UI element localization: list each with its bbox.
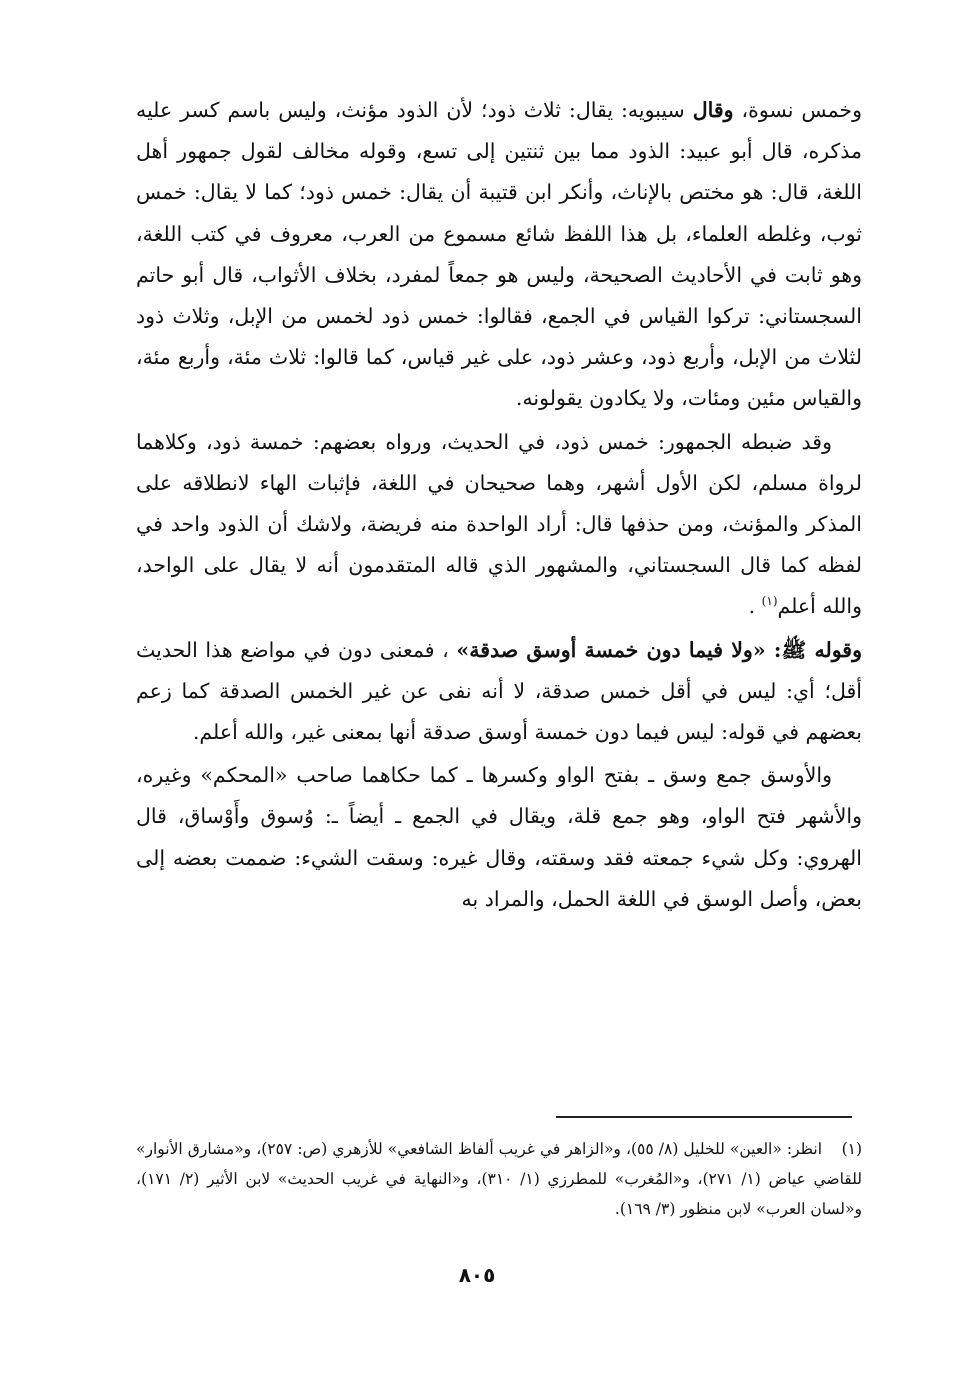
paragraph-4: [136, 755, 862, 920]
p2-seg-0: وقد ضبطه الجمهور: خمس ذود، في الحديث، ورواه بعضهم: خمسة ذود، وكلاهما لرواة مسلم، لكن الأول أشهر، وهما صحيحان في اللغة، فإثبات الهاء لانطلاقه على المذكر والمؤنث، ومن حذفها قال: أراد الواحدة منه فريضة، ولاشك أن الذود واحد في لفظه كما قال السجستاني، والمشهور الذي قاله المتقدمون أنه لا يقال على الواحد، والله أعلم: [136, 429, 862, 619]
footnote-number: (١): [841, 1140, 863, 1158]
p4-seg-0: والأوسق جمع وسق ـ بفتح الواو وكسرها ـ كما حكاهما صاحب «المحكم» وغيره، والأشهر فتح الواو، وهو جمع قلة، ويقال في الجمع ـ أيضاً ـ: وُسوق وأَوْساق، قال الهروي: وكل شيء جمعته فقد وسقته، وقال غيره: وسقت الشيء: ضممت بعضه إلى بعض، وأصل الوسق في اللغة الحمل، والمراد به: [136, 763, 862, 911]
p2-tail: .: [748, 594, 756, 619]
p1-seg-2: سيبويه: يقال: ثلاث ذود؛ لأن الذود مؤنث، وليس باسم كسر عليه مذكره، قال أبو عبيد: الذود مما بين ثنتين إلى تسع، وقوله مخالف لقول جمهور أهل اللغة، قال: هو مختص بالإناث، وأنكر ابن قتيبة أن يقال: خمس ذود؛ كما لا يقال: خمس ثوب، وغلطه العلماء، بل هذا اللفظ شائع مسموع من العرب، معروف في كتب اللغة، وهو ثابت في الأحاديث الصحيحة، وليس هو جمعاً لمفرد، بخلاف الأثواب، قال أبو حاتم السجستاني: تركوا القياس في الجمع، فقالوا: خمس ذود لخمس من الإبل، وثلاث ذود لثلاث من الإبل، وأربع ذود، وعشر ذود، على غير قياس، كما قالوا: ثلاث مئة، وأربع مئة، والقياس مئين ومئات، ولا يكادون يقولونه.: [136, 98, 862, 411]
page-number: ٨٠٥: [458, 1263, 496, 1287]
p1-seg-0: وخمس نسوة،: [733, 98, 862, 122]
paragraph-2: [136, 422, 862, 628]
paragraph-1: [136, 90, 862, 420]
p3-seg-1: ، فمعنى دون في مواضع هذا الحديث أقل؛ أي: ليس في أقل خمس صدقة، لا أنه نفى عن غير الخمس الصدقة كما زعم بعضهم في قوله: ليس فيما دون خمسة أوسق صدقة أنها بمعنى غير، والله أعلم.: [136, 637, 862, 745]
paragraph-3: [136, 630, 862, 754]
footnote-separator: [556, 1116, 852, 1118]
main-text: [136, 90, 862, 920]
p3-seg-0-bold: وقوله ﷺ: «ولا فيما دون خمسة أوسق صدقة»: [456, 637, 862, 662]
footnotes: [136, 1134, 862, 1224]
p1-seg-1-bold: وقال: [692, 98, 734, 122]
footnote-1: [136, 1134, 862, 1224]
footnote-text: انظر: «العين» للخليل (٨/ ٥٥)، و«الزاهر في غريب ألفاظ الشافعي» للأزهري (ص: ٢٥٧)، و«مشارق الأنوار» للقاضي عياض (١/ ٢٧١)، و«المُغرب» للمطرزي (١/ ٣١٠)، و«النهاية في غريب الحديث» لابن الأثير (٢/ ١٧١)، و«لسان العرب» لابن منظور (٣/ ١٦٩).: [136, 1140, 863, 1218]
footnote-ref-1[interactable]: (١): [761, 594, 778, 609]
